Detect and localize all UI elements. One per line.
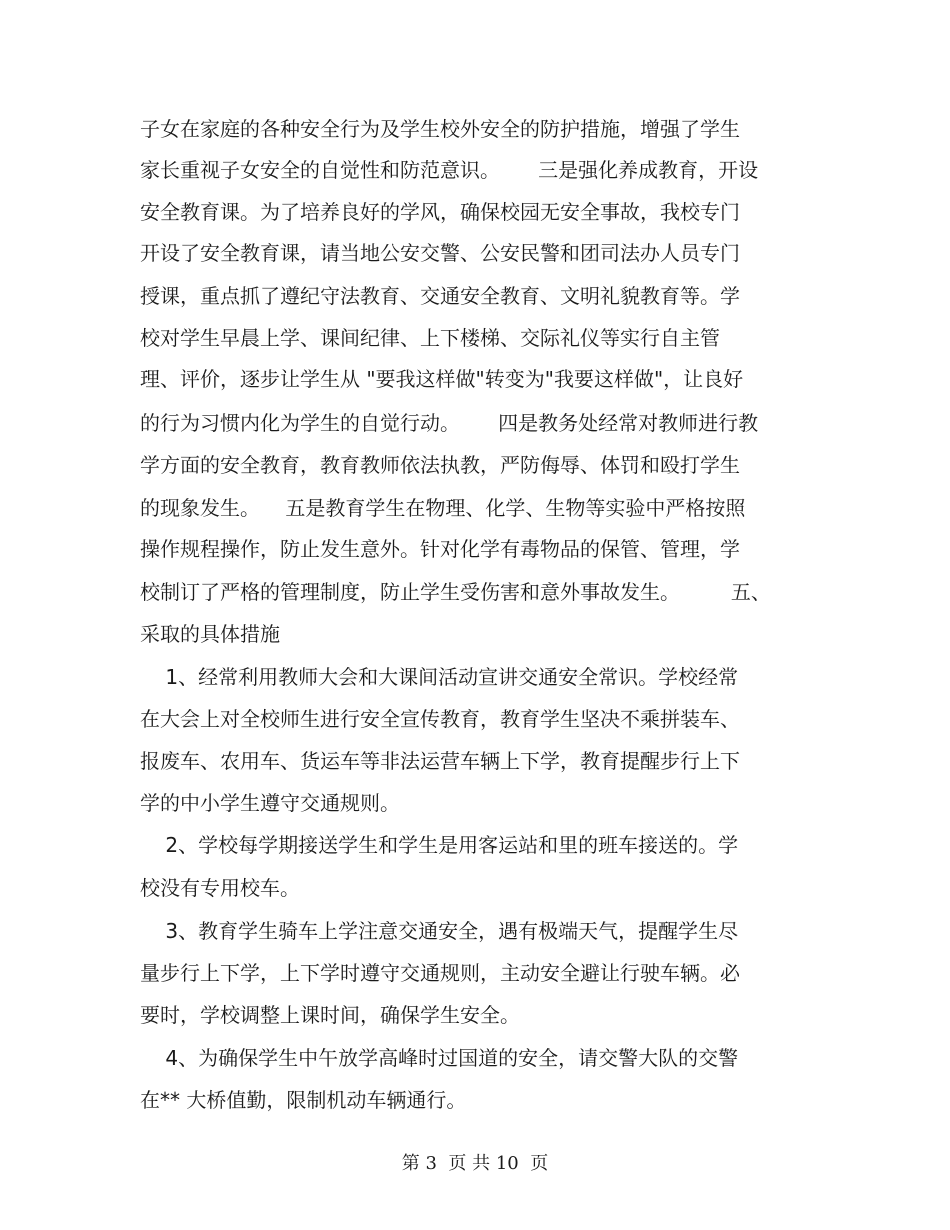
body-line: 子女在家庭的各种安全行为及学生校外安全的防护措施，增强了学生	[140, 117, 740, 141]
section-heading: 采取的具体措施	[140, 622, 280, 646]
page-number-footer: 第 3 页 共 10 页	[401, 1153, 549, 1174]
body-line: 理、评价，逐步让学生从 "要我这样做"转变为"我要这样做"，让良好	[140, 367, 744, 391]
body-line: 学方面的安全教育，教育教师依法执教，严防侮辱、体罚和殴打学生	[140, 453, 740, 477]
body-line: 3、教育学生骑车上学注意交通安全，遇有极端天气，提醒学生尽	[140, 919, 739, 943]
body-line: 操作规程操作，防止发生意外。针对化学有毒物品的保管、管理，学	[140, 537, 740, 561]
body-line: 校制订了严格的管理制度，防止学生受伤害和意外事故发生。 五、	[140, 580, 771, 604]
body-line: 家长重视子女安全的自觉性和防范意识。 三是强化养成教育，开设	[140, 158, 759, 182]
body-line: 在** 大桥值勤，限制机动车辆通行。	[140, 1088, 467, 1112]
body-line: 开设了安全教育课，请当地公安交警、公安民警和团司法办人员专门	[140, 241, 740, 265]
body-line: 4、为确保学生中午放学高峰时过国道的安全，请交警大队的交警	[140, 1046, 739, 1070]
body-line: 在大会上对全校师生进行安全宣传教育，教育学生坚决不乘拼装车、	[140, 707, 740, 731]
body-line: 学的中小学生遵守交通规则。	[140, 791, 400, 815]
body-line: 的现象发生。 五是教育学生在物理、化学、生物等实验中严格按照	[140, 496, 746, 520]
body-line: 校对学生早晨上学、课间纪律、上下楼梯、交际礼仪等实行自主管	[140, 326, 720, 350]
body-line: 校没有专用校车。	[140, 876, 300, 900]
body-line: 2、学校每学期接送学生和学生是用客运站和里的班车接送的。学	[140, 833, 739, 857]
body-line: 报废车、农用车、货运车等非法运营车辆上下学，教育提醒步行上下	[140, 749, 740, 773]
body-line: 1、经常利用教师大会和大课间活动宣讲交通安全常识。学校经常	[140, 665, 739, 689]
body-line: 的行为习惯内化为学生的自觉行动。 四是教务处经常对教师进行教	[140, 411, 759, 435]
body-line: 量步行上下学，上下学时遵守交通规则，主动安全避让行驶车辆。必	[140, 961, 740, 985]
body-line: 安全教育课。为了培养良好的学风，确保校园无安全事故，我校专门	[140, 200, 740, 224]
body-line: 要时，学校调整上课时间，确保学生安全。	[140, 1003, 520, 1027]
body-line: 授课，重点抓了遵纪守法教育、交通安全教育、文明礼貌教育等。学	[140, 284, 740, 308]
